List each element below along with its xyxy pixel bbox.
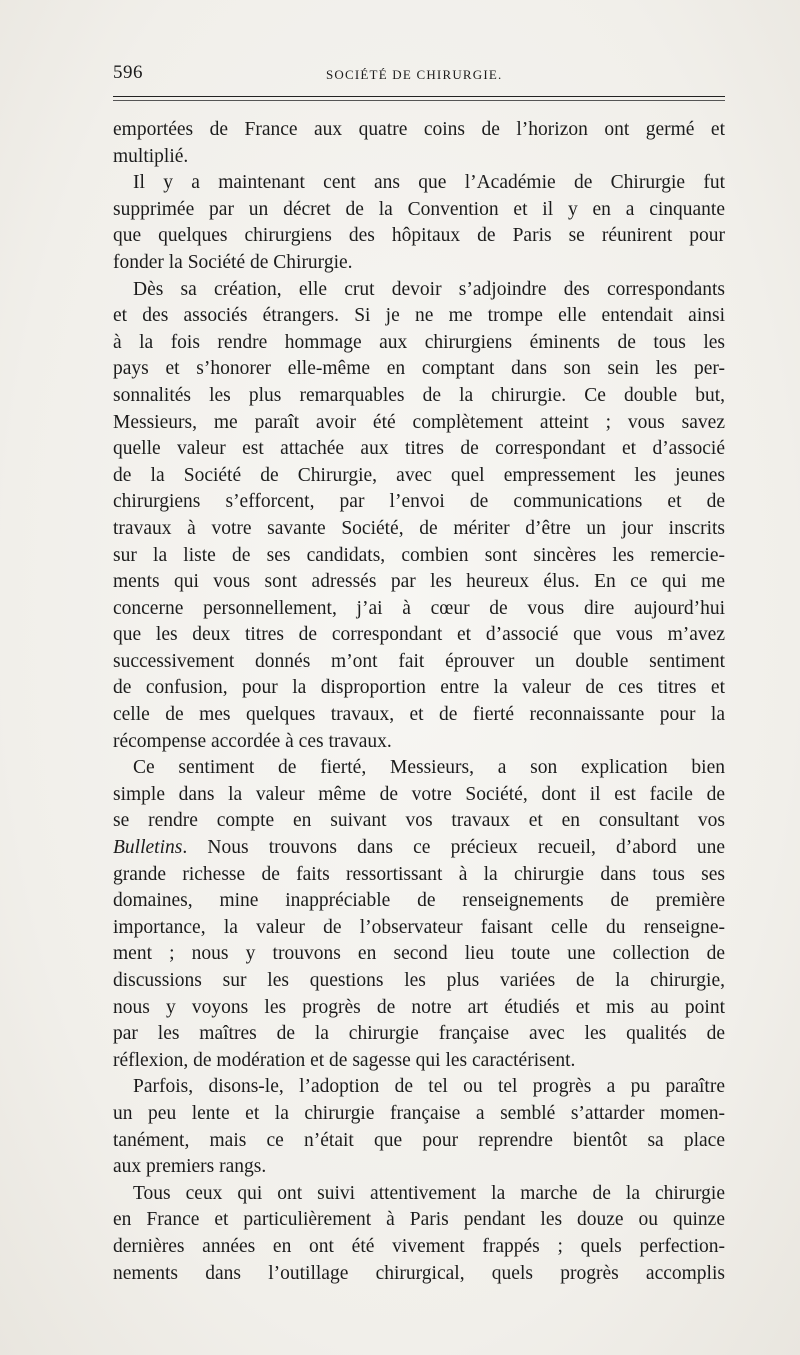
body-text xyxy=(113,117,725,1287)
text-line: emportées de France aux quatre coins de l’horizon ont germé et xyxy=(113,119,725,140)
text-line: supprimée par un décret de la Convention et il y en a cinquante xyxy=(113,198,725,220)
text-line: aux premiers rangs. xyxy=(113,1156,267,1178)
text-line: dernières années en ont été vivement frappés ; quels perfection- xyxy=(113,1235,725,1257)
text-line: celle de mes quelques travaux, et de fierté reconnaissante pour la xyxy=(113,704,725,726)
text-line: Il y a maintenant cent ans que l’Académie de Chirurgie fut xyxy=(133,172,725,194)
text-line: sonnalités les plus remarquables de la chirurgie. Ce double but, xyxy=(113,384,725,406)
italic-title: Bulletins xyxy=(113,837,183,859)
page-header xyxy=(113,58,725,88)
header-rule-thin xyxy=(113,100,725,101)
text-line: chirurgiens s’efforcent, par l’envoi de communications et de xyxy=(113,491,725,513)
text-line: récompense accordée à ces travaux. xyxy=(113,730,392,752)
text-line: sur la liste de ses candidats, combien sont sincères les remercie- xyxy=(113,544,725,566)
text-line: pays et s’honorer elle-même en comptant dans son sein les per- xyxy=(113,358,725,380)
text-line: concerne personnellement, j’ai à cœur de vous dire aujourd’hui xyxy=(113,597,725,619)
text-line: Parfois, disons-le, l’adoption de tel ou tel progrès a pu paraître xyxy=(133,1076,725,1098)
text-line: Messieurs, me paraît avoir été complètement atteint ; vous savez xyxy=(113,411,725,433)
page-number: 596 xyxy=(113,62,143,83)
text-line: ment ; nous y trouvons en second lieu toute une collection de xyxy=(113,943,725,965)
text-line: discussions sur les questions les plus variées de la chirurgie, xyxy=(113,970,725,991)
text-line: nous y voyons les progrès de notre art étudiés et mis au point xyxy=(113,996,725,1018)
text-line: tanément, mais ce n’était que pour reprendre bientôt sa place xyxy=(113,1129,725,1151)
running-head: SOCIÉTÉ DE CHIRURGIE. xyxy=(326,67,503,82)
header-rule xyxy=(113,96,725,97)
text-line: importance, la valeur de l’observateur faisant celle du renseigne- xyxy=(113,916,725,938)
text-line: simple dans la valeur même de votre Société, dont il est facile de xyxy=(113,783,725,805)
text-line: Tous ceux qui ont suivi attentivement la marche de la chirurgie xyxy=(133,1182,725,1204)
text-line: successivement donnés m’ont fait éprouver un double sentiment xyxy=(113,650,725,672)
text-line: que quelques chirurgiens des hôpitaux de Paris se réunirent pour xyxy=(113,225,725,247)
text-line: fonder la Société de Chirurgie. xyxy=(113,251,353,273)
text-line: grande richesse de faits ressortissant à la chirurgie dans tous ses xyxy=(113,863,725,885)
text-line: à la fois rendre hommage aux chirurgiens éminents de tous les xyxy=(113,331,725,353)
text-line: nements dans l’outillage chirurgical, quels progrès accomplis xyxy=(113,1262,725,1284)
text-line: travaux à votre savante Société, de mériter d’être un jour inscrits xyxy=(113,517,725,539)
text-line: de confusion, pour la disproportion entre la valeur de ces titres et xyxy=(113,677,725,699)
text-line: un peu lente et la chirurgie française a semblé s’attarder momen- xyxy=(113,1102,725,1124)
text-line: de la Société de Chirurgie, avec quel empressement les jeunes xyxy=(113,464,725,486)
text-line: quelle valeur est attachée aux titres de correspondant et d’associé xyxy=(113,438,725,460)
text-line: réflexion, de modération et de sagesse qui les caractérisent. xyxy=(113,1049,576,1071)
text-line: en France et particulièrement à Paris pendant les douze ou quinze xyxy=(113,1209,725,1231)
text-line: et des associés étrangers. Si je ne me trompe elle entendait ainsi xyxy=(113,305,725,327)
text-line: Ce sentiment de fierté, Messieurs, a son explication bien xyxy=(133,757,725,779)
text-line: Dès sa création, elle crut devoir s’adjoindre des correspondants xyxy=(133,278,725,300)
text-line: par les maîtres de la chirurgie française avec les qualités de xyxy=(113,1023,725,1045)
text-line: domaines, mine inappréciable de renseignements de première xyxy=(113,890,725,912)
text-line: se rendre compte en suivant vos travaux et en consultant vos xyxy=(113,810,725,832)
text-line: ments qui vous sont adressés par les heureux élus. En ce qui me xyxy=(113,571,725,593)
text-line xyxy=(113,835,725,862)
text-line: que les deux titres de correspondant et d’associé que vous m’avez xyxy=(113,624,725,646)
text-line: multiplié. xyxy=(113,145,189,167)
text-fragment: . Nous trouvons dans ce précieux recueil, d’abord une xyxy=(182,837,725,859)
